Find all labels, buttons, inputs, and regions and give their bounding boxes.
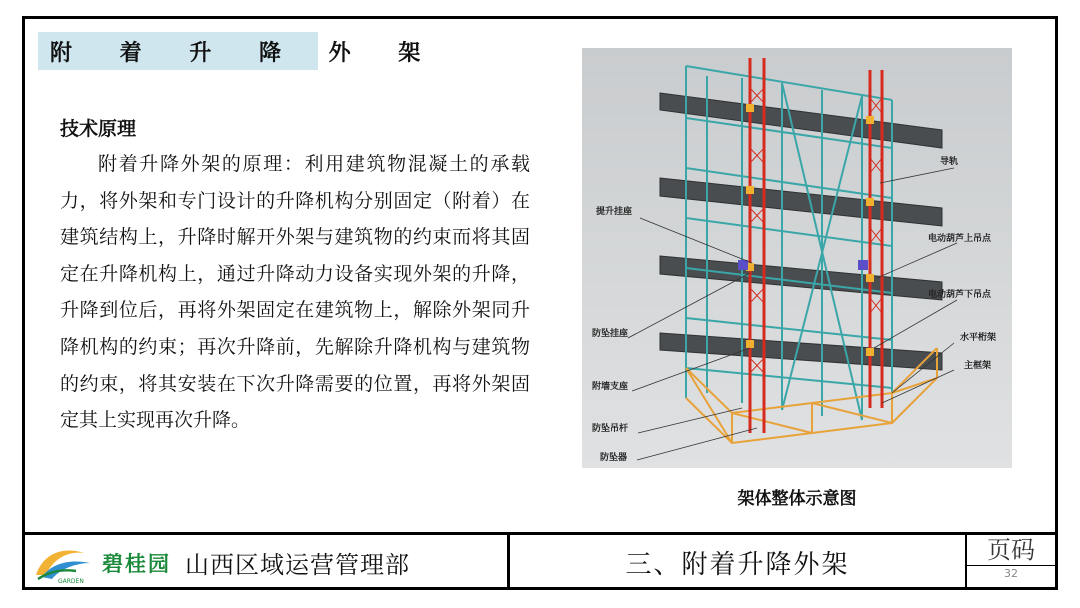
label-anti-fall-rod: 防坠吊杆 xyxy=(592,424,629,434)
label-horizontal-truss: 水平桁架 xyxy=(960,333,997,343)
label-guide-rail: 导轨 xyxy=(940,157,959,167)
footer-section-title: 三、附着升降外架 xyxy=(625,550,850,580)
title-bar xyxy=(38,32,441,70)
principle-paragraph: 附着升降外架的原理：利用建筑物混凝土的承载力，将外架和专门设计的升降机构分别固定（附着）在建筑结构上，升降时解开外架与建筑物的约束而将其固定在升降机构上，通过升降动力设备实现外架的升降，升降到位后，再将外架固定在建筑物上，解除外架同升降机构的约束；再次升降前，先解除升降机构与建筑物的约束，将其安装在下次升降需要的位置，再将外架固定其上实现再次升降。 xyxy=(60,153,530,432)
label-anti-fall-device: 防坠器 xyxy=(600,453,628,463)
logo-subtext: GARDEN xyxy=(58,577,84,585)
page-label: 页码 xyxy=(967,535,1055,566)
brand-name: 碧桂园 xyxy=(102,551,171,576)
label-wall-support: 附墙支座 xyxy=(592,382,629,392)
slide-title: 附 着 升 降 外 架 xyxy=(50,40,441,66)
label-hoist-upper: 电动葫芦上吊点 xyxy=(928,234,992,244)
label-main-frame: 主框架 xyxy=(964,361,992,371)
footer xyxy=(22,532,1058,590)
figure-caption: 架体整体示意图 xyxy=(737,489,857,509)
company-logo xyxy=(32,541,96,585)
logo-swoosh-icon xyxy=(32,541,96,585)
scaffold-diagram-svg xyxy=(582,48,1012,468)
label-hoist-lower: 电动葫芦下吊点 xyxy=(928,290,992,300)
page-number: 32 xyxy=(1004,567,1018,580)
label-lift-seat: 提升挂座 xyxy=(596,207,633,217)
department-name: 山西区域运营管理部 xyxy=(185,551,410,579)
footer-brand-area xyxy=(22,535,510,590)
scaffold-diagram xyxy=(582,48,1012,468)
label-anti-fall-seat: 防坠挂座 xyxy=(592,329,629,339)
page-box xyxy=(967,535,1055,590)
section-subheading: 技术原理 xyxy=(60,118,137,140)
